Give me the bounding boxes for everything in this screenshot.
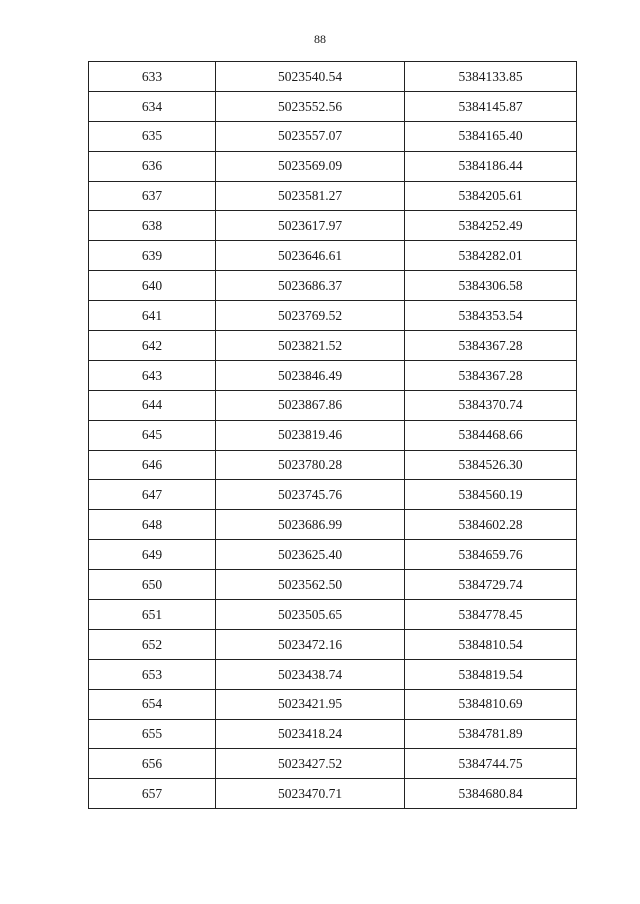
table-row: [89, 151, 577, 181]
table-row: [89, 450, 577, 480]
point-number-cell: 638: [89, 211, 216, 241]
point-number-cell: 646: [89, 450, 216, 480]
y-coordinate-cell: 5384744.75: [405, 749, 577, 779]
page-number: 88: [314, 32, 326, 46]
x-coordinate-cell: 5023819.46: [216, 420, 405, 450]
point-number-cell: 649: [89, 540, 216, 570]
x-coordinate-cell: 5023569.09: [216, 151, 405, 181]
y-coordinate-cell: 5384133.85: [405, 62, 577, 92]
table-row: [89, 62, 577, 92]
coordinates-table: [88, 61, 577, 809]
table-row: [89, 779, 577, 809]
y-coordinate-cell: 5384729.74: [405, 570, 577, 600]
point-number-cell: 641: [89, 301, 216, 331]
point-number-cell: 634: [89, 91, 216, 121]
point-number-cell: 633: [89, 62, 216, 92]
point-number-cell: 636: [89, 151, 216, 181]
point-number-cell: 652: [89, 629, 216, 659]
x-coordinate-cell: 5023557.07: [216, 121, 405, 151]
x-coordinate-cell: 5023552.56: [216, 91, 405, 121]
x-coordinate-cell: 5023421.95: [216, 689, 405, 719]
x-coordinate-cell: 5023867.86: [216, 390, 405, 420]
point-number-cell: 648: [89, 510, 216, 540]
x-coordinate-cell: 5023505.65: [216, 600, 405, 630]
y-coordinate-cell: 5384145.87: [405, 91, 577, 121]
y-coordinate-cell: 5384306.58: [405, 271, 577, 301]
x-coordinate-cell: 5023821.52: [216, 331, 405, 361]
table-row: [89, 121, 577, 151]
y-coordinate-cell: 5384526.30: [405, 450, 577, 480]
point-number-cell: 644: [89, 390, 216, 420]
coordinates-table-body: [89, 62, 577, 809]
point-number-cell: 654: [89, 689, 216, 719]
point-number-cell: 640: [89, 271, 216, 301]
x-coordinate-cell: 5023646.61: [216, 241, 405, 271]
y-coordinate-cell: 5384819.54: [405, 659, 577, 689]
x-coordinate-cell: 5023472.16: [216, 629, 405, 659]
x-coordinate-cell: 5023540.54: [216, 62, 405, 92]
table-row: [89, 749, 577, 779]
y-coordinate-cell: 5384810.54: [405, 629, 577, 659]
y-coordinate-cell: 5384205.61: [405, 181, 577, 211]
table-row: [89, 689, 577, 719]
y-coordinate-cell: 5384468.66: [405, 420, 577, 450]
point-number-cell: 650: [89, 570, 216, 600]
table-row: [89, 540, 577, 570]
y-coordinate-cell: 5384165.40: [405, 121, 577, 151]
table-row: [89, 241, 577, 271]
table-row: [89, 510, 577, 540]
table-row: [89, 420, 577, 450]
y-coordinate-cell: 5384781.89: [405, 719, 577, 749]
y-coordinate-cell: 5384353.54: [405, 301, 577, 331]
table-row: [89, 719, 577, 749]
point-number-cell: 653: [89, 659, 216, 689]
table-row: [89, 480, 577, 510]
y-coordinate-cell: 5384252.49: [405, 211, 577, 241]
table-row: [89, 629, 577, 659]
point-number-cell: 637: [89, 181, 216, 211]
table-row: [89, 211, 577, 241]
table-row: [89, 390, 577, 420]
point-number-cell: 647: [89, 480, 216, 510]
point-number-cell: 642: [89, 331, 216, 361]
table-row: [89, 271, 577, 301]
y-coordinate-cell: 5384659.76: [405, 540, 577, 570]
x-coordinate-cell: 5023780.28: [216, 450, 405, 480]
y-coordinate-cell: 5384602.28: [405, 510, 577, 540]
x-coordinate-cell: 5023769.52: [216, 301, 405, 331]
x-coordinate-cell: 5023438.74: [216, 659, 405, 689]
table-row: [89, 331, 577, 361]
x-coordinate-cell: 5023581.27: [216, 181, 405, 211]
point-number-cell: 657: [89, 779, 216, 809]
x-coordinate-cell: 5023470.71: [216, 779, 405, 809]
table-row: [89, 360, 577, 390]
x-coordinate-cell: 5023562.50: [216, 570, 405, 600]
point-number-cell: 643: [89, 360, 216, 390]
table-row: [89, 91, 577, 121]
point-number-cell: 645: [89, 420, 216, 450]
point-number-cell: 639: [89, 241, 216, 271]
point-number-cell: 655: [89, 719, 216, 749]
x-coordinate-cell: 5023625.40: [216, 540, 405, 570]
point-number-cell: 635: [89, 121, 216, 151]
y-coordinate-cell: 5384367.28: [405, 331, 577, 361]
y-coordinate-cell: 5384186.44: [405, 151, 577, 181]
y-coordinate-cell: 5384282.01: [405, 241, 577, 271]
x-coordinate-cell: 5023846.49: [216, 360, 405, 390]
x-coordinate-cell: 5023745.76: [216, 480, 405, 510]
y-coordinate-cell: 5384367.28: [405, 360, 577, 390]
table-row: [89, 600, 577, 630]
x-coordinate-cell: 5023427.52: [216, 749, 405, 779]
x-coordinate-cell: 5023686.37: [216, 271, 405, 301]
y-coordinate-cell: 5384370.74: [405, 390, 577, 420]
y-coordinate-cell: 5384810.69: [405, 689, 577, 719]
y-coordinate-cell: 5384680.84: [405, 779, 577, 809]
x-coordinate-cell: 5023686.99: [216, 510, 405, 540]
table-row: [89, 570, 577, 600]
table-row: [89, 659, 577, 689]
y-coordinate-cell: 5384778.45: [405, 600, 577, 630]
x-coordinate-cell: 5023617.97: [216, 211, 405, 241]
table-row: [89, 181, 577, 211]
y-coordinate-cell: 5384560.19: [405, 480, 577, 510]
x-coordinate-cell: 5023418.24: [216, 719, 405, 749]
point-number-cell: 656: [89, 749, 216, 779]
table-row: [89, 301, 577, 331]
point-number-cell: 651: [89, 600, 216, 630]
